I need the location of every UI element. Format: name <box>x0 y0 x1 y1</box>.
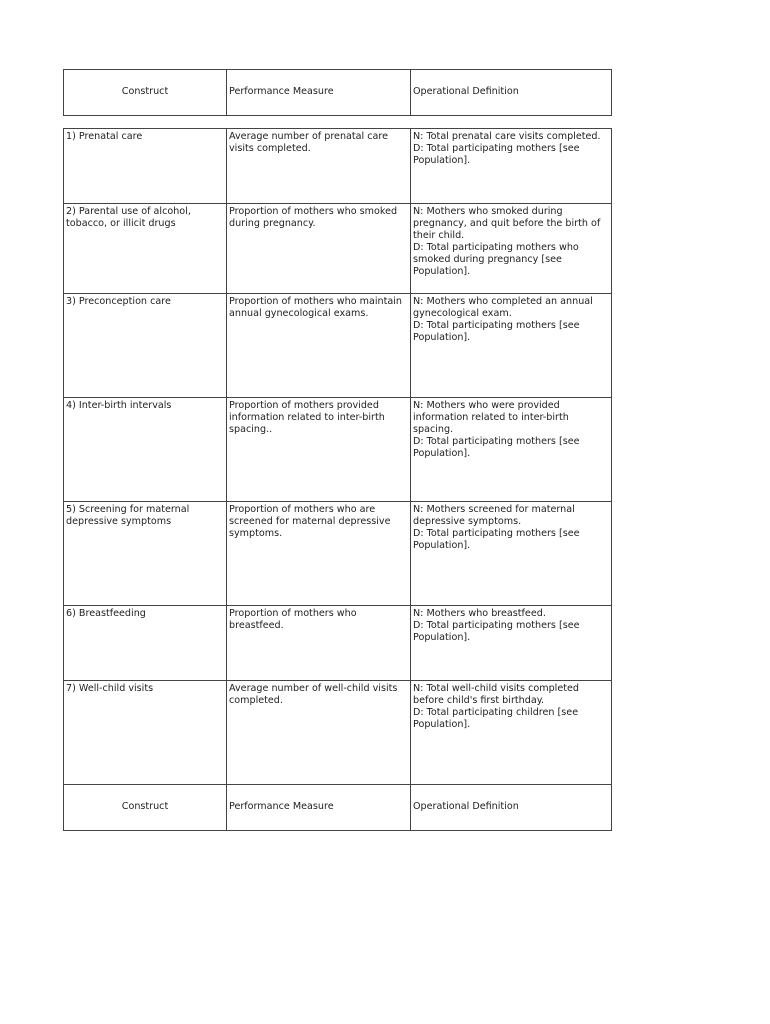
table-row <box>64 294 612 398</box>
definition-cell <box>411 294 612 398</box>
table-row <box>64 502 612 606</box>
measure-line: annual gynecological exams. <box>229 308 369 320</box>
definition-cell <box>411 502 612 606</box>
definition-cell <box>411 204 612 294</box>
definition-numerator: N: Total prenatal care visits completed. <box>413 131 601 142</box>
measure-cell: Average number of prenatal care visits completed. <box>227 129 411 204</box>
definition-denominator: D: Total participating mothers [see Population]. <box>413 320 583 344</box>
footer-performance-measure: Performance Measure <box>227 785 411 831</box>
definition-cell <box>411 681 612 785</box>
definition-numerator: N: Mothers who completed an annual gynecological exam. <box>413 296 596 320</box>
table-row <box>64 204 612 294</box>
measures-sheet <box>63 69 611 831</box>
table-row <box>64 398 612 502</box>
construct-cell: 6) Breastfeeding <box>64 606 227 681</box>
table-spacer-row <box>64 116 612 129</box>
construct-cell: 5) Screening for maternal depressive symptoms <box>64 502 227 606</box>
measure-cell: Proportion of mothers provided information related to inter-birth spacing.. <box>227 398 411 502</box>
construct-cell: 3) Preconception care <box>64 294 227 398</box>
footer-operational-definition: Operational Definition <box>411 785 612 831</box>
definition-numerator: N: Mothers who breastfeed. <box>413 608 546 619</box>
measure-cell: Proportion of mothers who are screened for maternal depressive symptoms. <box>227 502 411 606</box>
measure-cell: Average number of well-child visits completed. <box>227 681 411 785</box>
table-header-row <box>64 70 612 116</box>
table-footer-row <box>64 785 612 831</box>
header-construct: Construct <box>64 70 227 116</box>
definition-numerator: N: Mothers who were provided information related to inter-birth spacing. <box>413 400 572 436</box>
definition-cell <box>411 606 612 681</box>
definition-cell <box>411 398 612 502</box>
performance-measures-table <box>63 69 612 831</box>
definition-denominator: D: Total participating mothers [see Population]. <box>413 436 583 460</box>
footer-construct: Construct <box>64 785 227 831</box>
construct-cell: 1) Prenatal care <box>64 129 227 204</box>
construct-cell: 7) Well-child visits <box>64 681 227 785</box>
definition-denominator: D: Total participating children [see Population]. <box>413 707 582 731</box>
measure-cell: Proportion of mothers who smoked during pregnancy. <box>227 204 411 294</box>
measure-line: Proportion of mothers who maintain <box>229 296 403 307</box>
table-row <box>64 129 612 204</box>
definition-denominator: D: Total participating mothers [see Population]. <box>413 143 583 167</box>
measure-cell: Proportion of mothers who breastfeed. <box>227 606 411 681</box>
construct-cell: 4) Inter-birth intervals <box>64 398 227 502</box>
table-row <box>64 681 612 785</box>
definition-denominator: D: Total participating mothers [see Population]. <box>413 528 583 552</box>
definition-denominator: D: Total participating mothers who smoked during pregnancy [see Population]. <box>413 242 582 278</box>
definition-denominator: D: Total participating mothers [see Population]. <box>413 620 583 644</box>
construct-cell: 2) Parental use of alcohol, tobacco, or illicit drugs <box>64 204 227 294</box>
definition-cell <box>411 129 612 204</box>
header-operational-definition: Operational Definition <box>411 70 612 116</box>
definition-numerator: N: Total well-child visits completed before child's first birthday. <box>413 683 583 707</box>
header-performance-measure: Performance Measure <box>227 70 411 116</box>
definition-numerator: N: Mothers who smoked during pregnancy, and quit before the birth of their child. <box>413 206 604 242</box>
table-row <box>64 606 612 681</box>
measure-cell <box>227 294 411 398</box>
definition-numerator: N: Mothers screened for maternal depressive symptoms. <box>413 504 578 528</box>
